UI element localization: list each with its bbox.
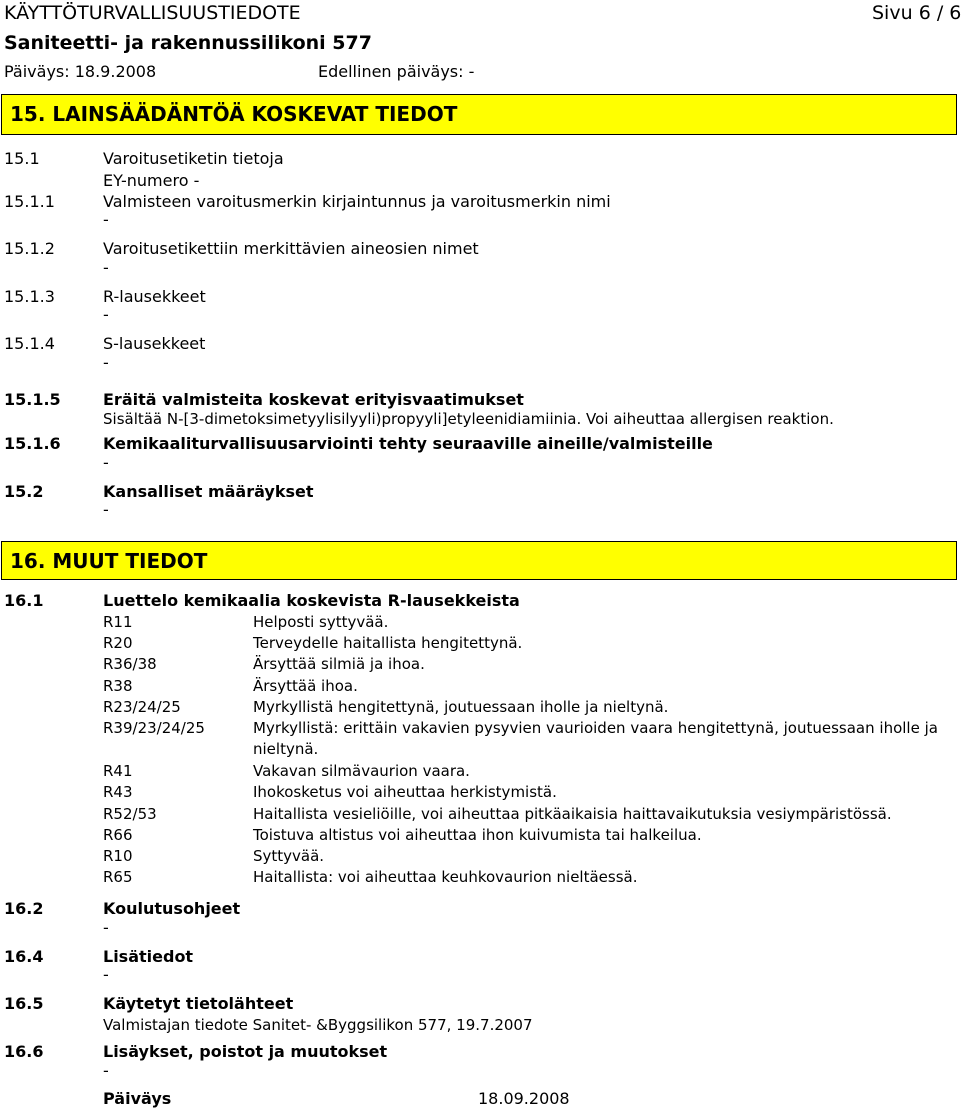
page-sep: / [936, 2, 944, 24]
subsection-number: 15.1.4 [4, 334, 55, 353]
section-15-title: 15. LAINSÄÄDÄNTÖÄ KOSKEVAT TIEDOT [10, 102, 458, 126]
section-16-title: 16. MUUT TIEDOT [10, 549, 208, 573]
page-current: 6 [918, 2, 931, 24]
subsection-title: Käytetyt tietolähteet [103, 994, 294, 1013]
subsection-title: R-lausekkeet [103, 287, 206, 306]
value-dash: - [103, 1061, 109, 1080]
previous-revision-date: Edellinen päiväys: - [318, 62, 475, 81]
r-phrase-code: R43 [103, 783, 133, 801]
subsection-title: Lisäykset, poistot ja muutokset [103, 1042, 388, 1061]
r-phrase-text: Ihokosketus voi aiheuttaa herkistymistä. [253, 783, 557, 801]
footer-date: 18.09.2008 [478, 1089, 570, 1108]
r-phrase-text: Syttyvää. [253, 847, 325, 865]
r-phrase-text: Ärsyttää silmiä ja ihoa. [253, 655, 425, 673]
subsection-title: Varoitusetiketin tietoja [103, 149, 284, 168]
value-dash: - [103, 918, 109, 937]
subsection-number: 16.5 [4, 994, 44, 1013]
r-phrase-text: Myrkyllistä hengitettynä, joutuessaan iholle ja nieltynä. [253, 698, 669, 716]
r-phrase-text: Terveydelle haitallista hengitettynä. [253, 634, 523, 652]
subsection-title: Varoitusetikettiin merkittävien aineosien nimet [103, 239, 479, 258]
subsection-number: 15.1.6 [4, 434, 61, 453]
value-dash: - [103, 305, 109, 324]
section-15-header [1, 94, 957, 135]
subsection-number: 16.2 [4, 899, 44, 918]
value-dash: - [103, 258, 109, 277]
subsection-title: Valmisteen varoitusmerkin kirjaintunnus ja varoitusmerkin nimi [103, 192, 611, 211]
value-dash: - [103, 353, 109, 372]
r-phrase-code: R39/23/24/25 [103, 719, 205, 737]
subsection-number: 15.1.5 [4, 390, 61, 409]
subsection-number: 15.1.1 [4, 192, 55, 211]
r-phrase-text: Myrkyllistä: erittäin vakavien pysyvien vaurioiden vaara hengitettynä, joutuessaan iholle ja [253, 719, 938, 737]
ec-number: EY-numero - [103, 171, 200, 190]
r-phrase-code: R52/53 [103, 805, 157, 823]
r-phrase-text: Haitallista: voi aiheuttaa keuhkovaurion nieltäessä. [253, 868, 638, 886]
value-dash: - [103, 210, 109, 229]
subsection-title: Eräitä valmisteita koskevat erityisvaatimukset [103, 390, 524, 409]
r-phrase-code: R65 [103, 868, 133, 886]
r-phrase-code: R38 [103, 677, 133, 695]
document-type: KÄYTTÖTURVALLISUUSTIEDOTE [4, 2, 301, 24]
revision-date: Päiväys: 18.9.2008 [4, 62, 157, 81]
subsection-number: 15.1 [4, 149, 40, 168]
subsection-title: Koulutusohjeet [103, 899, 241, 918]
subsection-number: 15.2 [4, 482, 44, 501]
source-reference: Valmistajan tiedote Sanitet- &Byggsilikon 577, 19.7.2007 [103, 1016, 533, 1034]
r-phrase-code: R11 [103, 613, 133, 631]
page-indicator [872, 2, 961, 24]
subsection-title: Lisätiedot [103, 947, 194, 966]
subsection-number: 15.1.2 [4, 239, 55, 258]
r-phrase-code: R41 [103, 762, 133, 780]
section-16-header [1, 541, 957, 580]
subsection-number: 16.6 [4, 1042, 44, 1061]
r-phrase-text: Helposti syttyvää. [253, 613, 389, 631]
r-phrase-text: Toistuva altistus voi aiheuttaa ihon kuivumista tai halkeilua. [253, 826, 702, 844]
r-phrase-code: R23/24/25 [103, 698, 181, 716]
r-phrase-code: R66 [103, 826, 133, 844]
subsection-number: 15.1.3 [4, 287, 55, 306]
value-dash: - [103, 500, 109, 519]
value-dash: - [103, 453, 109, 472]
r-phrase-code: R10 [103, 847, 133, 865]
subsection-number: 16.1 [4, 591, 44, 610]
subsection-title: Luettelo kemikaalia koskevista R-lausekkeista [103, 591, 520, 610]
subsection-title: S-lausekkeet [103, 334, 206, 353]
r-phrase-text-continued: nieltynä. [253, 740, 319, 758]
r-phrase-text: Ärsyttää ihoa. [253, 677, 358, 695]
product-name: Saniteetti- ja rakennussilikoni 577 [4, 32, 372, 54]
subsection-number: 16.4 [4, 947, 44, 966]
r-phrase-code: R36/38 [103, 655, 157, 673]
page-label: Sivu [872, 2, 913, 24]
page-total: 6 [949, 2, 961, 24]
subsection-title: Kemikaaliturvallisuusarviointi tehty seuraaville aineille/valmisteille [103, 434, 713, 453]
footer-date-label: Päiväys [103, 1089, 172, 1108]
r-phrase-text: Vakavan silmävaurion vaara. [253, 762, 470, 780]
r-phrase-code: R20 [103, 634, 133, 652]
subsection-text: Sisältää N-[3-dimetoksimetyylisilyyli)propyyli]etyleenidiamiinia. Voi aiheuttaa allergisen reaktion. [103, 410, 834, 428]
value-dash: - [103, 965, 109, 984]
subsection-title: Kansalliset määräykset [103, 482, 314, 501]
r-phrase-text: Haitallista vesieliöille, voi aiheuttaa pitkäaikaisia haittavaikutuksia vesiympäristössä. [253, 805, 892, 823]
